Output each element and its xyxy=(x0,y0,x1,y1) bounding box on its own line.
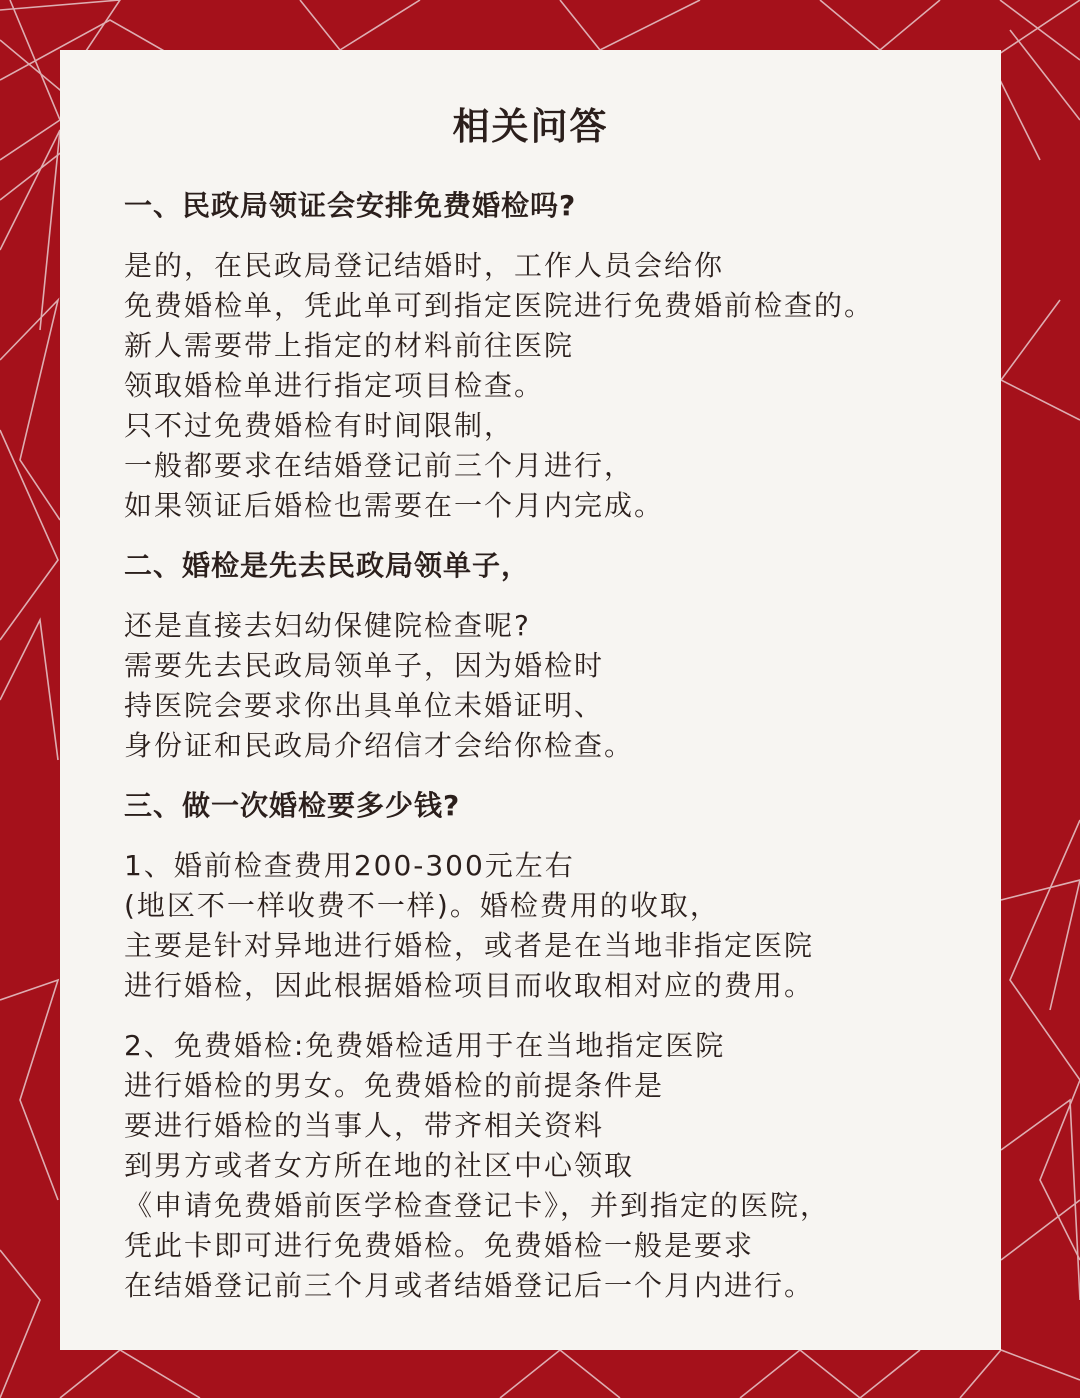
answer-2-line: 还是直接去妇幼保健院检查呢? xyxy=(124,609,531,642)
answer-3-line: 要进行婚检的当事人，带齐相关资料 xyxy=(124,1109,605,1142)
answer-3-line: 2、免费婚检:免费婚检适用于在当地指定医院 xyxy=(124,1029,726,1062)
answer-1 xyxy=(124,246,1001,526)
question-3: 三、做一次婚检要多少钱? xyxy=(124,789,461,822)
answer-1-line: 一般都要求在结婚登记前三个月进行， xyxy=(124,449,635,482)
answer-1-line: 是的，在民政局登记结婚时，工作人员会给你 xyxy=(124,249,725,282)
answer-3-line: 到男方或者女方所在地的社区中心领取 xyxy=(124,1149,635,1182)
answer-3-line: 1、婚前检查费用200-300元左右 xyxy=(124,849,575,882)
answer-1-line: 免费婚检单，凭此单可到指定医院进行免费婚前检查的。 xyxy=(124,289,875,322)
question-2: 二、婚检是先去民政局领单子， xyxy=(124,549,531,582)
answer-3-line: (地区不一样收费不一样)。婚检费用的收取， xyxy=(124,889,720,922)
answer-1-line: 领取婚检单进行指定项目检查。 xyxy=(124,369,545,402)
answer-2-line: 持医院会要求你出具单位未婚证明、 xyxy=(124,689,605,722)
answer-3-part-2 xyxy=(124,1026,1001,1306)
answer-3-line: 主要是针对异地进行婚检，或者是在当地非指定医院 xyxy=(124,929,815,962)
answer-3-line: 《申请免费婚前医学检查登记卡》，并到指定的医院， xyxy=(124,1189,831,1222)
answer-3-part-1 xyxy=(124,846,1001,1006)
answer-2-line: 身份证和民政局介绍信才会给你检查。 xyxy=(124,729,635,762)
answer-3-line: 进行婚检的男女。免费婚检的前提条件是 xyxy=(124,1069,665,1102)
answer-1-line: 只不过免费婚检有时间限制， xyxy=(124,409,515,442)
answer-3-line: 凭此卡即可进行免费婚检。免费婚检一般是要求 xyxy=(124,1229,755,1262)
answer-1-line: 如果领证后婚检也需要在一个月内完成。 xyxy=(124,489,665,522)
qa-card xyxy=(60,50,1001,1350)
answer-3-line: 在结婚登记前三个月或者结婚登记后一个月内进行。 xyxy=(124,1269,815,1302)
page-title: 相关问答 xyxy=(452,105,609,148)
answer-3-line: 进行婚检，因此根据婚检项目而收取相对应的费用。 xyxy=(124,969,815,1002)
answer-1-line: 新人需要带上指定的材料前往医院 xyxy=(124,329,575,362)
answer-2 xyxy=(124,606,1001,766)
answer-2-line: 需要先去民政局领单子，因为婚检时 xyxy=(124,649,605,682)
question-1: 一、民政局领证会安排免费婚检吗? xyxy=(124,189,577,222)
